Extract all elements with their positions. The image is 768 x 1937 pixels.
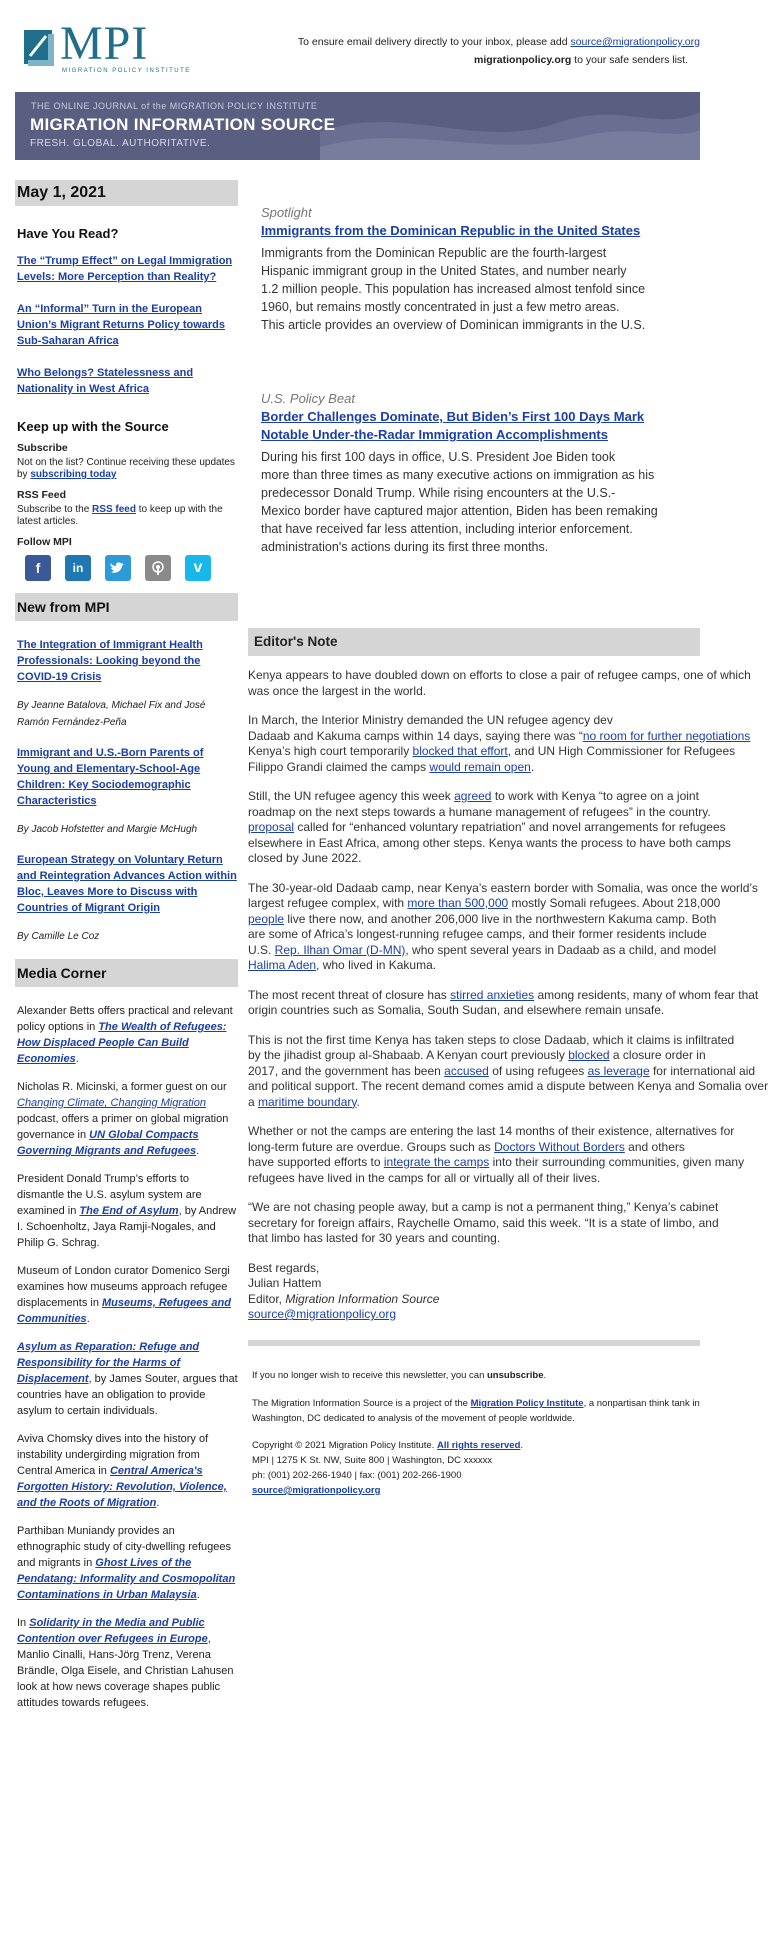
unsubscribe-note: If you no longer wish to receive this newsletter, you can unsubscribe. [252,1370,547,1381]
inline-link[interactable]: accused [444,1063,489,1078]
have-you-read-heading: Have You Read? [17,226,119,241]
source-banner[interactable] [15,92,700,160]
banner-tagline-top: THE ONLINE JOURNAL of the MIGRATION POLICY INSTITUTE [31,101,318,111]
spotlight-summary: Immigrants from the Dominican Republic are the fourth-largest Hispanic immigrant group in the United States, and number nearly 1.2 million people. This population has increased almost tenfold since 1960, but remains mostly concentrated in just a few metro areas. This article provides an overview of Dominican immigrants in the U.S. [261,246,646,332]
policy-beat-title-link[interactable]: Border Challenges Dominate, But Biden’s First 100 Days Mark Notable Under-the-Radar Immigration Accomplishments [261,409,645,442]
inline-link[interactable]: people [248,911,285,926]
publication-link: European Strategy on Voluntary Return and Reintegration Advances Action within Bloc, Leaves More to Discuss with Countries of Migrant Origin [17,854,237,914]
publication-authors: By Camille Le Coz [17,931,100,942]
footer-email-link[interactable]: source@migrationpolicy.org [252,1485,381,1496]
inline-link[interactable]: proposal [248,820,295,834]
banner-title: MIGRATION INFORMATION SOURCE [30,115,336,134]
inline-link[interactable]: blocked that effort [412,744,508,758]
editor-email-link[interactable]: source@migrationpolicy.org [248,1307,397,1321]
media-item: In Solidarity in the Media and Public Contention over Refugees in Europe, Manlio Cinalli, Hans-Jörg Trenz, Verena Brändle, Olga Eisele, and Christian Lahusen look at how news coverage shapes public attitudes towards refugees. [17,1617,234,1709]
inline-link[interactable]: no room for further negotiations [582,728,751,743]
follow-heading: Follow MPI [17,536,72,548]
media-item: Alexander Betts offers practical and relevant policy options in The Wealth of Refugees: How Displaced People Can Build Economies. [17,1005,233,1065]
paragraph: In March, the Interior Ministry demanded the UN refugee agency dev Dadaab and Kakuma camps within 14 days, saying there was “no room for further negotiations Kenya’s high court temporarily blocked that effort, and UN High Commissioner for Refugees Filippo Grandi claimed the camps would remain open. [248,713,751,774]
media-book-link[interactable]: Ghost Lives of the Pendatang: Informality and Cosmopolitan Contaminations in Urban Malaysia [17,1557,236,1601]
copyright: Copyright © 2021 Migration Policy Institute. All rights reserved. MPI | 1275 K St. NW, Suite 800 | Washington, DC xxxxxx ph: (001) 202-266-1940 | fax: (001) 202-266-1900 source@migrationpolicy.org [252,1440,524,1496]
inline-link[interactable]: would remain open [429,759,531,774]
inline-link[interactable]: Doctors Without Borders [494,1139,625,1154]
project-note: The Migration Information Source is a project of the Migration Policy Institute, a nonpartisan think tank in Washington, DC dedicated to analysis of the movement of people worldwide. [252,1398,700,1424]
paragraph: This is not the first time Kenya has taken steps to close Dadaab, which it claims is infiltrated by the jihadist group al-Shabaab. A Kenyan court previously blocked a closure order in 2017, and the government has been accused of using refugees as leverage for international aid and political support. The recent demand comes amid a dispute between Kenya and Somalia over a maritime boundary. [248,1032,768,1109]
footer [250,1368,700,1510]
media-book-link[interactable]: Asylum as Reparation: Refuge and Responsibility for the Harms of Displacement [17,1341,200,1385]
banner-tagline-bottom: FRESH. GLOBAL. AUTHORITATIVE. [30,138,211,149]
logo-subtitle: MIGRATION POLICY INSTITUTE [62,68,191,74]
editors-note-body [248,668,768,1323]
subscribe-heading: Subscribe [17,442,68,454]
paragraph: The 30-year-old Dadaab camp, near Kenya’s eastern border with Somalia, was once the world’s largest refugee complex, with more than 500,000 mostly Somali refugees. About 218,000 people live there now, and another 206,000 live in the northwestern Kakuma camp. Both are some of Africa’s longest-running refugee camps, and their former residents include U.S. Rep. Ilhan Omar (D-MN), who spent several years in Dadaab as a child, and model Halima Aden, who lived in Kakuma. [248,880,758,972]
facebook-icon[interactable]: f [25,555,51,581]
media-book-link[interactable]: The Wealth of Refugees: How Displaced People Can Build Economies [17,1021,227,1065]
rss-link[interactable]: RSS feed [92,504,136,515]
linkedin-icon[interactable]: in [65,555,91,581]
media-item: Asylum as Reparation: Refuge and Responsibility for the Harms of Displacement, by James Souter, argues that countries have an obligation to provide asylum to certain individuals. [17,1341,238,1417]
podcast-link[interactable]: Changing Climate, Changing Migration [17,1097,206,1109]
paragraph: “We are not chasing people away, but a camp is not a permanent thing,” Kenya’s cabinet secretary for foreign affairs, Raychelle Omamo, said this week. “It is a state of limbo, and that limbo has lasted for 30 years and counting. [248,1200,719,1245]
media-book-link[interactable]: The End of Asylum [79,1205,179,1217]
logo-mark-icon [20,26,58,72]
issue-date: May 1, 2021 [15,180,238,206]
read-link: The “Trump Effect” on Legal Immigration Levels: More Perception than Reality? [17,255,233,283]
publication-authors: By Jacob Hofstetter and Margie McHugh [17,824,198,835]
media-book-link[interactable]: Central America's Forgotten History: Revolution, Violence, and the Roots of Migration [17,1465,227,1509]
banner-wave-decoration [320,92,700,160]
footer-divider [248,1340,700,1346]
mpi-link[interactable]: Migration Policy Institute [470,1398,584,1409]
policy-beat-label: U.S. Policy Beat [261,391,355,406]
media-item: Nicholas R. Micinski, a former guest on our Changing Climate, Changing Migration podcast, offers a primer on global migration governance in UN Global Compacts Governing Migrants and Refugees. [17,1081,229,1157]
inline-link[interactable]: as leverage [587,1063,650,1078]
social-links [25,555,238,581]
inline-link[interactable]: maritime boundary [258,1094,357,1109]
editors-note-heading: Editor's Note [248,628,700,656]
left-sidebar [15,180,238,1723]
twitter-icon[interactable] [105,555,131,581]
paragraph: Still, the UN refugee agency this week agreed to work with Kenya “to agree on a joint roadmap on the next steps towards a humane management of refugees” in the country. proposal called for “enhanced voluntary repatriation” and novel arrangements for refugees elsewhere in East Africa, among other steps. Kenya wants the process to have both camps closed by June 2022. [248,789,731,865]
media-item: Museum of London curator Domenico Sergi examines how museums approach refugee displacements in Museums, Refugees and Communities. [17,1265,231,1325]
policy-beat-summary: During his first 100 days in office, U.S. President Joe Biden took more than three times as many executive actions on immigration as his predecessor Donald Trump. While rising encounters at the U.S.- Mexico border have captured major attention, Biden has been remaking that have received far less attention, including interior enforcement. administration's actions during its first three months. [261,450,658,554]
unsubscribe-link[interactable]: unsubscribe [487,1370,544,1381]
rss-heading: RSS Feed [17,489,67,501]
read-link: Who Belongs? Statelessness and Nationality in West Africa [17,367,194,395]
publication-link: Immigrant and U.S.-Born Parents of Young and Elementary-School-Age Children: Key Sociodemographic Characteristics [17,747,204,807]
publication-link: The Integration of Immigrant Health Professionals: Looking beyond the COVID-19 Crisis [17,639,203,683]
keep-up-heading: Keep up with the Source [17,419,169,434]
publication-authors: By Jeanne Batalova, Michael Fix and José Ramón Fernández-Peña [17,700,206,728]
main-content [250,200,700,556]
spotlight-title-link[interactable]: Immigrants from the Dominican Republic in the United States [261,223,641,238]
rss-text: Subscribe to the RSS feed to keep up with the latest articles. [17,504,223,527]
logo-text: MPI [60,17,149,70]
source-email-link[interactable]: source@migrationpolicy.org [570,36,700,48]
mpi-logo[interactable] [20,17,191,74]
subscribe-link[interactable]: subscribing today [30,469,117,480]
media-item: Parthiban Muniandy provides an ethnographic study of city-dwelling refugees and migrants in Ghost Lives of the Pendatang: Informality and Cosmopolitan Contaminations in Urban Malaysia. [17,1525,236,1601]
paragraph: Kenya appears to have doubled down on efforts to close a pair of refugee camps, one of which was once the largest in the world. [248,668,751,698]
rights-link[interactable]: All rights reserved [436,1440,521,1451]
inline-link[interactable]: more than 500,000 [407,896,509,910]
inline-link[interactable]: Rep. Ilhan Omar (D-MN) [274,942,406,957]
media-book-link[interactable]: UN Global Compacts Governing Migrants and Refugees [17,1129,199,1157]
inline-link[interactable]: stirred anxieties [450,987,535,1002]
media-item: President Donald Trump’s efforts to dismantle the U.S. asylum system are examined in The End of Asylum, by Andrew I. Schoenholtz, Jaya Ramji-Nogales, and Philip G. Schrag. [17,1173,237,1249]
read-link: An “Informal” Turn in the European Union’s Migrant Returns Policy towards Sub-Saharan Africa [17,303,226,347]
signature: Best regards, Julian Hattem Editor, Migration Information Source source@migrationpolicy.org [248,1260,440,1321]
safe-sender-note: To ensure email delivery directly to your inbox, please add source@migrationpolicy.org migrationpolicy.org to your safe senders list. [297,36,700,66]
media-book-link[interactable]: Museums, Refugees and Communities [17,1297,231,1325]
paragraph: The most recent threat of closure has stirred anxieties among residents, many of whom fear that origin countries such as Somalia, South Sudan, and elsewhere remain unsafe. [248,987,759,1017]
inline-link[interactable]: blocked [568,1048,610,1062]
vimeo-icon[interactable]: v [185,555,211,581]
paragraph: Whether or not the camps are entering the last 14 months of their existence, alternatives for long-term future are overdue. Groups such as Doctors Without Borders and others have supported efforts to integrate the camps into their surrounding communities, given many refugees have lived in the camps for all or virtually all of their lives. [248,1124,745,1185]
spotlight-label: Spotlight [261,205,312,220]
inline-link[interactable]: agreed [454,789,492,803]
media-corner-heading: Media Corner [15,959,238,987]
podcast-icon[interactable] [145,555,171,581]
inline-link[interactable]: Halima Aden [248,958,317,972]
new-from-mpi-heading: New from MPI [15,593,238,621]
inline-link[interactable]: integrate the camps [383,1155,490,1169]
subscribe-text: Not on the list? Continue receiving these updates by subscribing today [17,457,235,480]
media-book-link[interactable]: Solidarity in the Media and Public Contention over Refugees in Europe [17,1617,208,1645]
media-item: Aviva Chomsky dives into the history of instability undergirding migration from Central America in Central America's Forgotten History: Revolution, Violence, and the Roots of Migration. [17,1433,227,1509]
